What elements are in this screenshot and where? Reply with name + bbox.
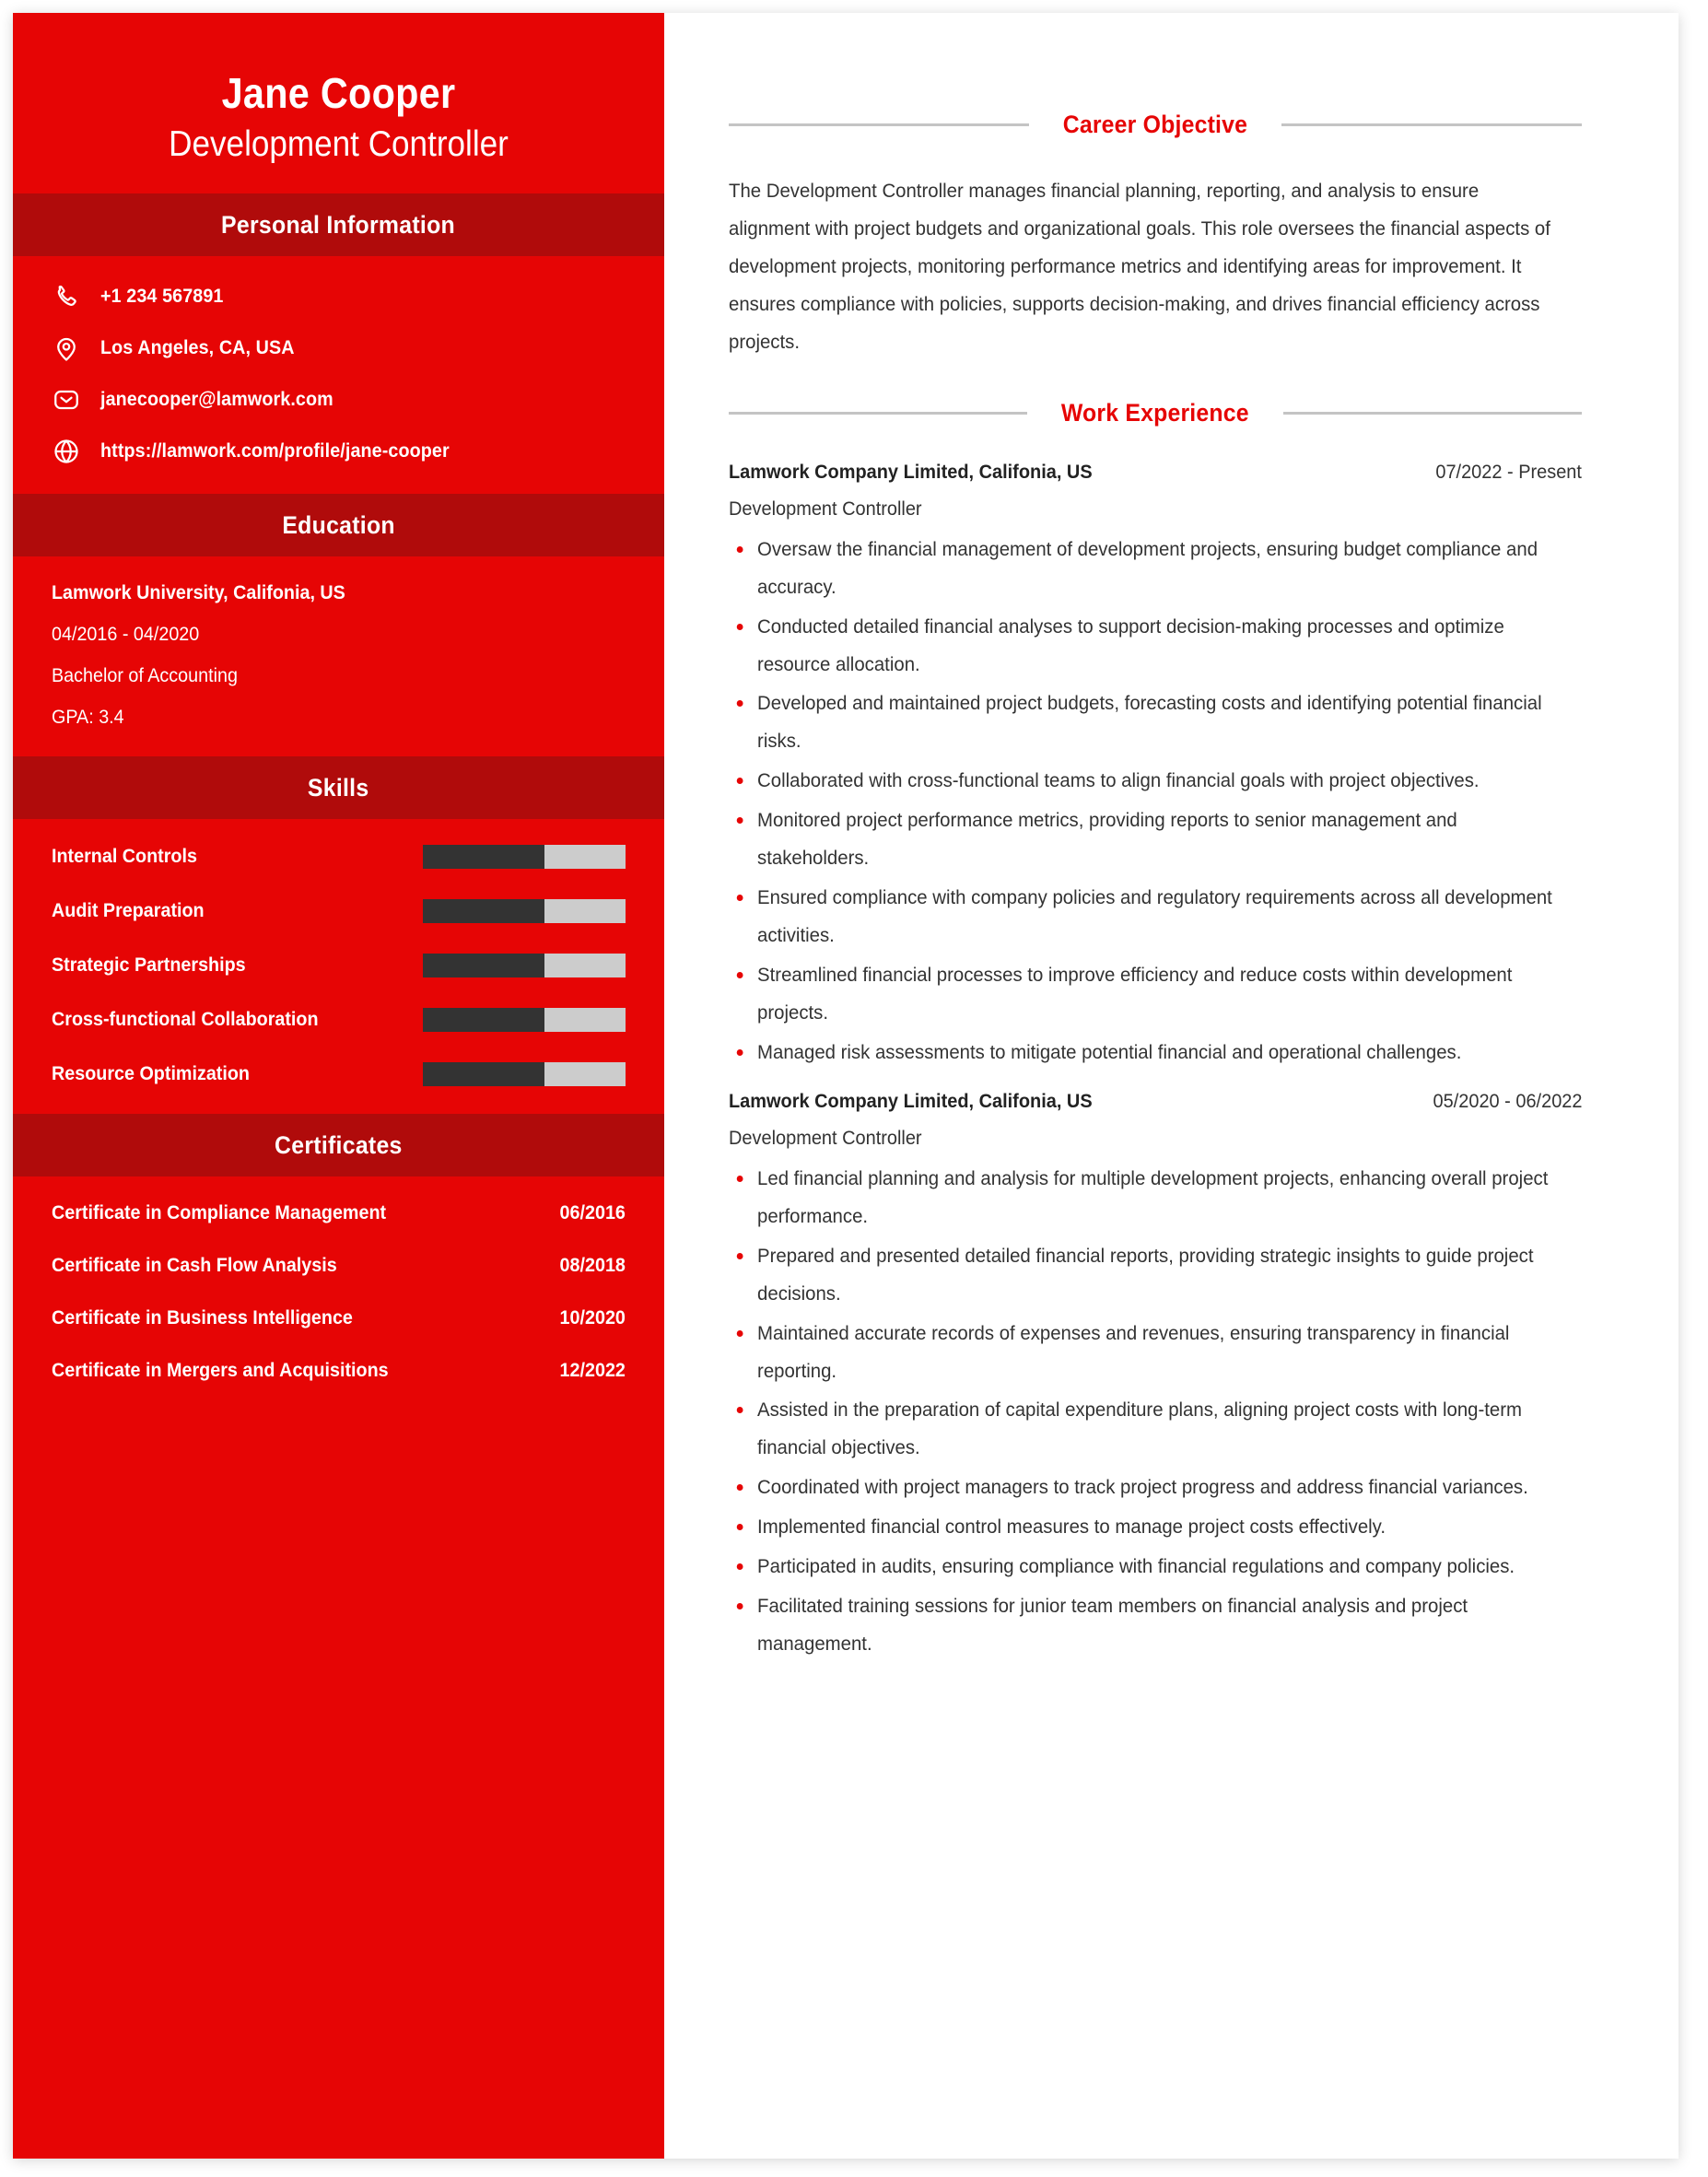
job-dates: 05/2020 - 06/2022: [1433, 1090, 1582, 1112]
work-experience-entry: [729, 1091, 1582, 1664]
envelope-icon: [52, 385, 81, 415]
skill-label: Resource Optimization: [52, 1063, 250, 1085]
skill-label: Cross-functional Collaboration: [52, 1009, 319, 1031]
career-objective-text: The Development Controller manages financial planning, reporting, and analysis to ensure alignment with project budgets and organizational goals. This role oversees the financial aspects of development projects, monitoring performance metrics and identifying areas for improvement. It ensures compliance with policies, supports decision-making, and drives financial efficiency across projects.: [729, 181, 1550, 353]
job-bullet-list: [729, 532, 1582, 1072]
resume-card: [13, 13, 1679, 2159]
job-bullet: Developed and maintained project budgets, forecasting costs and identifying potential financial risks.: [729, 685, 1556, 761]
section-title-personal-information: Personal Information: [221, 210, 456, 239]
job-bullet: Participated in audits, ensuring compliance with financial regulations and company policies.: [729, 1549, 1556, 1586]
job-bullet: Coordinated with project managers to track project progress and address financial variances.: [729, 1469, 1556, 1507]
skill-row: [52, 1062, 626, 1086]
education-organization: Lamwork University, Califonia, US: [52, 582, 345, 604]
name-header: [13, 13, 664, 193]
skill-row: [52, 845, 626, 869]
certificate-name: Certificate in Mergers and Acquisitions: [52, 1360, 389, 1382]
education-dates: 04/2016 - 04/2020: [52, 624, 200, 646]
skill-level-fill: [423, 954, 544, 977]
skill-level-bar: [423, 845, 626, 869]
skill-level-bar: [423, 899, 626, 923]
candidate-name: Jane Cooper: [221, 69, 456, 117]
education-gpa: GPA: 3.4: [52, 707, 124, 729]
skill-level-fill: [423, 899, 544, 923]
job-role: Development Controller: [729, 1127, 922, 1149]
skill-label: Audit Preparation: [52, 900, 205, 922]
job-organization: Lamwork Company Limited, Califonia, US: [729, 1090, 1093, 1112]
job-bullet-list: [729, 1161, 1582, 1664]
section-title-work-experience: Work Experience: [1061, 398, 1249, 427]
contact-row-website[interactable]: [52, 437, 626, 466]
contact-row-phone[interactable]: [52, 282, 626, 311]
job-bullet: Managed risk assessments to mitigate potential financial and operational challenges.: [729, 1035, 1556, 1072]
heading-rule-right: [1281, 123, 1582, 126]
main-column: [664, 13, 1679, 2159]
email-value: janecooper@lamwork.com: [100, 389, 333, 411]
job-bullet: Collaborated with cross-functional teams to align financial goals with project objectives.: [729, 763, 1556, 801]
section-title-skills: Skills: [308, 773, 369, 802]
certificate-row: [52, 1202, 626, 1224]
contact-row-email[interactable]: [52, 385, 626, 415]
skill-level-fill: [423, 845, 544, 869]
job-header: [729, 462, 1582, 484]
job-role: Development Controller: [729, 497, 922, 520]
job-bullet: Implemented financial control measures to manage project costs effectively.: [729, 1509, 1556, 1547]
skill-level-bar: [423, 1008, 626, 1032]
education-degree: Bachelor of Accounting: [52, 665, 238, 687]
job-bullet: Maintained accurate records of expenses and revenues, ensuring transparency in financial reporting.: [729, 1316, 1556, 1391]
heading-rule-left: [729, 123, 1029, 126]
job-header: [729, 1091, 1582, 1113]
certificate-row: [52, 1307, 626, 1329]
job-bullet: Ensured compliance with company policies and regulatory requirements across all development activities.: [729, 880, 1556, 955]
job-bullet: Streamlined financial processes to improve efficiency and reduce costs within development projects.: [729, 957, 1556, 1033]
skills-body: [13, 819, 664, 1114]
skill-label: Strategic Partnerships: [52, 954, 246, 977]
job-bullet: Monitored project performance metrics, providing reports to senior management and stakeholders.: [729, 802, 1556, 878]
contact-row-location[interactable]: [52, 334, 626, 363]
job-bullet: Led financial planning and analysis for multiple development projects, enhancing overall project performance.: [729, 1161, 1556, 1236]
location-value: Los Angeles, CA, USA: [100, 337, 295, 359]
sidebar: [13, 13, 664, 2159]
section-title-career-objective: Career Objective: [1062, 111, 1248, 138]
skill-row: [52, 899, 626, 923]
job-bullet: Conducted detailed financial analyses to support decision-making processes and optimize resource allocation.: [729, 609, 1556, 685]
heading-rule-right: [1283, 412, 1582, 415]
heading-rule-left: [729, 412, 1027, 415]
job-bullet: Facilitated training sessions for junior team members on financial analysis and project management.: [729, 1588, 1556, 1664]
work-experience-entry: [729, 462, 1582, 1072]
certificate-row: [52, 1255, 626, 1277]
phone-icon: [52, 282, 81, 311]
certificate-name: Certificate in Cash Flow Analysis: [52, 1255, 337, 1277]
job-organization: Lamwork Company Limited, Califonia, US: [729, 461, 1093, 483]
certificate-date: 06/2016: [559, 1202, 626, 1224]
website-value: https://lamwork.com/profile/jane-cooper: [100, 440, 450, 462]
section-title-certificates: Certificates: [275, 1130, 403, 1159]
job-bullet: Prepared and presented detailed financial reports, providing strategic insights to guide project decisions.: [729, 1238, 1556, 1314]
skill-level-fill: [423, 1008, 544, 1032]
certificates-body: [13, 1176, 664, 1410]
section-heading-career-objective: [729, 111, 1582, 139]
certificate-name: Certificate in Compliance Management: [52, 1202, 387, 1224]
skill-level-fill: [423, 1062, 544, 1086]
skill-row: [52, 1008, 626, 1032]
certificate-row: [52, 1360, 626, 1382]
skill-level-bar: [423, 954, 626, 977]
skill-level-bar: [423, 1062, 626, 1086]
certificate-date: 10/2020: [559, 1307, 626, 1329]
phone-value: +1 234 567891: [100, 286, 224, 308]
globe-icon: [52, 437, 81, 466]
section-title-education: Education: [282, 510, 395, 539]
job-bullet: Assisted in the preparation of capital expenditure plans, aligning project costs with long-term financial objectives.: [729, 1392, 1556, 1468]
candidate-job-title: Development Controller: [169, 123, 509, 164]
location-pin-icon: [52, 334, 81, 363]
section-band-education: [13, 494, 664, 556]
certificate-name: Certificate in Business Intelligence: [52, 1307, 353, 1329]
section-band-personal-information: [13, 193, 664, 256]
section-heading-work-experience: [729, 399, 1582, 427]
certificate-date: 08/2018: [559, 1255, 626, 1277]
certificate-date: 12/2022: [559, 1360, 626, 1382]
personal-information-body: [13, 256, 664, 494]
job-bullet: Oversaw the financial management of development projects, ensuring budget compliance and accuracy.: [729, 532, 1556, 607]
skill-row: [52, 954, 626, 977]
section-band-certificates: [13, 1114, 664, 1176]
education-body: [13, 556, 664, 756]
job-dates: 07/2022 - Present: [1435, 461, 1582, 483]
section-band-skills: [13, 756, 664, 819]
skill-label: Internal Controls: [52, 846, 197, 868]
